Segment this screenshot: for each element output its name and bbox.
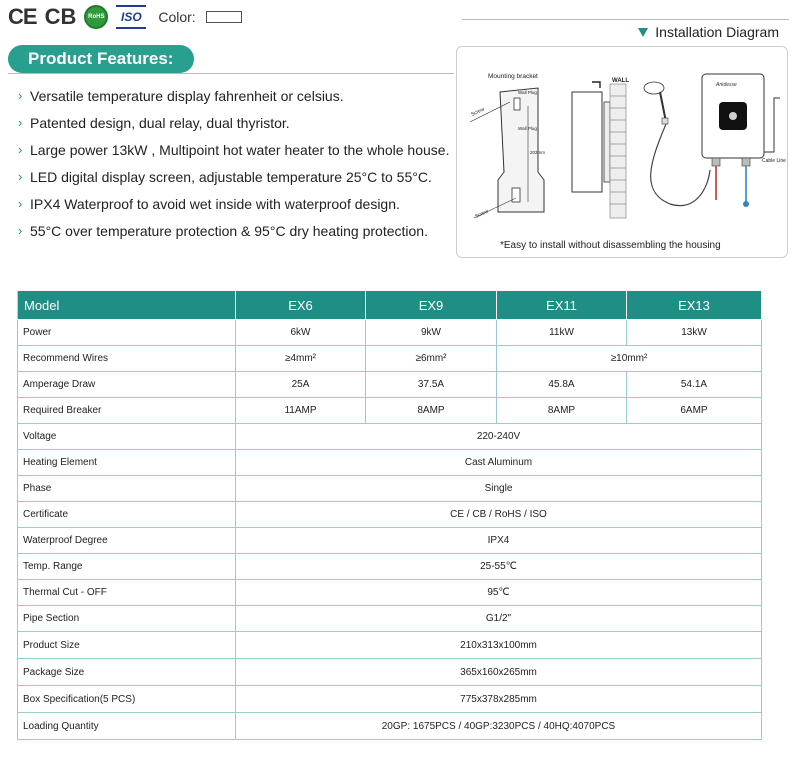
table-cell: 11AMP [236, 398, 366, 424]
table-row [18, 580, 762, 606]
table-cell: 210x313x100mm [236, 632, 762, 659]
row-label: Thermal Cut - OFF [18, 580, 236, 606]
row-label: Heating Element [18, 450, 236, 476]
row-label: Certificate [18, 502, 236, 528]
iso-logo-icon: ISO [116, 5, 146, 29]
table-cell: 8AMP [497, 398, 627, 424]
ce-mark-icon: CE [8, 4, 37, 29]
row-label: Temp. Range [18, 554, 236, 580]
table-cell: G1/2" [236, 606, 762, 632]
column-header: EX6 [236, 291, 366, 320]
column-header: Model [18, 291, 236, 320]
table-cell: Single [236, 476, 762, 502]
cable-icon [764, 98, 780, 152]
diagram-caption: *Easy to install without disassembling the housing [500, 240, 721, 251]
table-cell: 37.5A [366, 372, 497, 398]
table-row [18, 320, 762, 346]
row-label: Phase [18, 476, 236, 502]
table-cell: 8AMP [366, 398, 497, 424]
certification-bar [8, 4, 242, 30]
table-cell: 13kW [627, 320, 762, 346]
table-row [18, 476, 762, 502]
table-row [18, 346, 762, 372]
divider [462, 19, 789, 20]
table-row [18, 686, 762, 713]
table-cell: 220-240V [236, 424, 762, 450]
feature-item: › IPX4 Waterproof to avoid wet inside with waterproof design. [18, 196, 400, 212]
feature-item: › LED digital display screen, adjustable temperature 25°C to 55°C. [18, 169, 432, 185]
row-label: Recommend Wires [18, 346, 236, 372]
brick-wall-icon [610, 84, 626, 218]
chevron-right-icon: › [18, 142, 23, 157]
chevron-right-icon: › [18, 88, 23, 103]
column-header: EX9 [366, 291, 497, 320]
table-cell: 95℃ [236, 580, 762, 606]
feature-item: › Versatile temperature display fahrenheit or celsius. [18, 88, 344, 104]
table-cell: 365x160x265mm [236, 659, 762, 686]
table-cell: ≥10mm² [497, 346, 762, 372]
table-cell: 775x378x285mm [236, 686, 762, 713]
table-cell: 25A [236, 372, 366, 398]
chevron-right-icon: › [18, 223, 23, 238]
table-cell: Cast Aluminum [236, 450, 762, 476]
dimension-label: 203mm [530, 150, 546, 155]
table-row [18, 424, 762, 450]
table-cell: 20GP: 1675PCS / 40GP:3230PCS / 40HQ:4070PCS [236, 713, 762, 740]
feature-item: › Large power 13kW , Multipoint hot water heater to the whole house. [18, 142, 450, 158]
table-cell: 25-55℃ [236, 554, 762, 580]
table-row [18, 528, 762, 554]
row-label: Box Specification(5 PCS) [18, 686, 236, 713]
table-row [18, 713, 762, 740]
bracket-slot-icon [512, 188, 520, 202]
shower-hose-icon [651, 124, 710, 206]
row-label: Product Size [18, 632, 236, 659]
row-label: Loading Quantity [18, 713, 236, 740]
column-header: EX13 [627, 291, 762, 320]
table-cell: 11kW [497, 320, 627, 346]
cable-line-label: Cable Line [762, 158, 786, 164]
feature-item: › 55°C over temperature protection & 95°C dry heating protection. [18, 223, 428, 239]
table-cell: 45.8A [497, 372, 627, 398]
table-cell: IPX4 [236, 528, 762, 554]
wall-plug-label: Wall Plug [518, 90, 537, 95]
table-row [18, 659, 762, 686]
row-label: Required Breaker [18, 398, 236, 424]
installation-title-text: Installation Diagram [655, 24, 779, 40]
table-header-row [18, 291, 762, 320]
screw-label: Screw [470, 106, 486, 118]
rohs-badge-icon: RoHS [84, 5, 108, 29]
table-cell: 9kW [366, 320, 497, 346]
table-cell: 54.1A [627, 372, 762, 398]
table-row [18, 502, 762, 528]
row-label: Pipe Section [18, 606, 236, 632]
bracket-slot-icon [514, 98, 520, 110]
chevron-right-icon: › [18, 169, 23, 184]
row-label: Voltage [18, 424, 236, 450]
triangle-down-icon [638, 28, 648, 37]
feature-item: › Patented design, dual relay, dual thyristor. [18, 115, 290, 131]
wall-plug-label: Wall Plug [518, 126, 537, 131]
mounting-bracket-label: Mounting bracket [488, 73, 538, 80]
table-cell: 6kW [236, 320, 366, 346]
divider [8, 73, 454, 74]
table-cell: ≥4mm² [236, 346, 366, 372]
color-label: Color: [158, 9, 196, 25]
chevron-right-icon: › [18, 115, 23, 130]
table-cell: ≥6mm² [366, 346, 497, 372]
row-label: Power [18, 320, 236, 346]
heater-side-icon [572, 92, 602, 192]
table-row [18, 554, 762, 580]
feature-list [18, 86, 449, 248]
chevron-right-icon: › [18, 196, 23, 211]
row-label: Waterproof Degree [18, 528, 236, 554]
features-title: Product Features: [8, 45, 194, 73]
color-swatch [206, 11, 242, 23]
table-row [18, 372, 762, 398]
table-row [18, 632, 762, 659]
installation-diagram [470, 62, 790, 256]
table-cell: CE / CB / RoHS / ISO [236, 502, 762, 528]
screw-label: Screw [474, 208, 490, 220]
brand-label: Arkdesse [716, 82, 737, 88]
cb-mark-icon: CB [44, 4, 77, 29]
table-cell: 6AMP [627, 398, 762, 424]
table-row [18, 606, 762, 632]
installation-title [638, 24, 779, 40]
table-row [18, 398, 762, 424]
row-label: Package Size [18, 659, 236, 686]
column-header: EX11 [497, 291, 627, 320]
spec-table [17, 290, 762, 740]
table-row [18, 450, 762, 476]
row-label: Amperage Draw [18, 372, 236, 398]
wall-label: WALL [612, 78, 629, 84]
